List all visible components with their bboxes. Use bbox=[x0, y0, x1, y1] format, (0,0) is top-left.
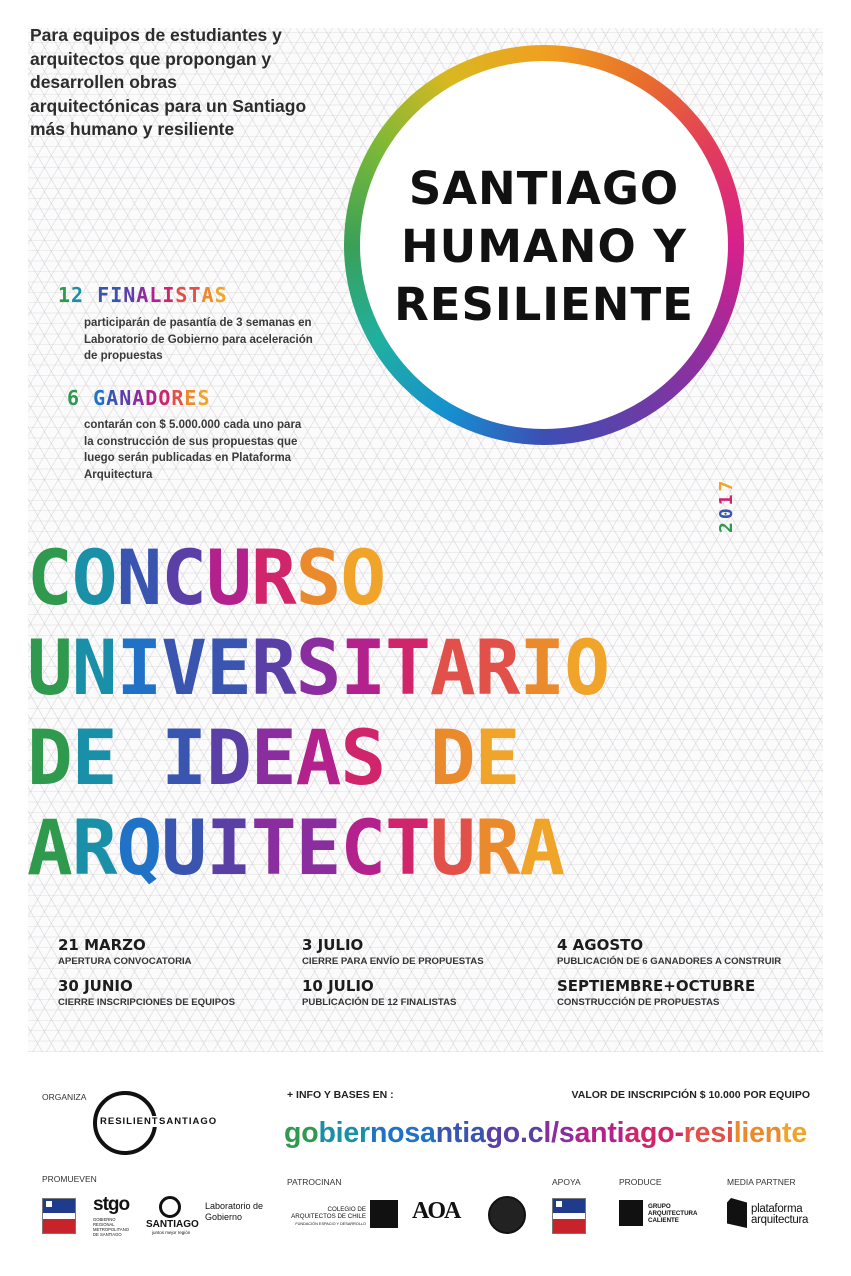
date-description: APERTURA CONVOCATORIA bbox=[58, 956, 192, 967]
finalistas-title: 12 FINALISTAS bbox=[58, 283, 228, 307]
date-description: PUBLICACIÓN DE 12 FINALISTAS bbox=[302, 997, 457, 1008]
laboratorio-gobierno-logo: Laboratorio de Gobierno bbox=[205, 1201, 264, 1222]
santiago-logo: SANTIAGO bbox=[146, 1219, 199, 1230]
date-item bbox=[58, 977, 318, 1009]
headline-line-1: CONCURSO bbox=[27, 533, 386, 622]
media-partner-label: MEDIA PARTNER bbox=[727, 1177, 796, 1187]
date-label: SEPTIEMBRE+OCTUBRE bbox=[557, 977, 756, 995]
date-item bbox=[557, 936, 817, 968]
ring-title: SANTIAGO HUMANO Y RESILIENTE bbox=[394, 162, 694, 331]
date-item bbox=[302, 977, 562, 1009]
price-label: VALOR DE INSCRIPCIÓN $ 10.000 POR EQUIPO bbox=[571, 1089, 810, 1101]
date-item bbox=[302, 936, 562, 968]
info-label: + INFO Y BASES EN : bbox=[287, 1089, 394, 1101]
headline-line-2: UNIVERSITARIO bbox=[27, 623, 609, 712]
santiago-word: SANTIAGO bbox=[159, 1116, 218, 1127]
headline-line-4: ARQUITECTURA bbox=[27, 803, 565, 892]
date-description: CIERRE PARA ENVÍO DE PROPUESTAS bbox=[302, 956, 484, 967]
ganadores-title: 6 GANADORES bbox=[67, 386, 211, 410]
date-description: CONSTRUCCIÓN DE PROPUESTAS bbox=[557, 997, 720, 1008]
stgo-logo: stgo bbox=[93, 1194, 130, 1215]
colegio-columns-icon bbox=[370, 1200, 398, 1228]
date-item bbox=[58, 936, 318, 968]
round-seal-icon bbox=[488, 1196, 526, 1234]
apoya-label: APOYA bbox=[552, 1177, 581, 1187]
grupo-arquitectura-logo: GRUPO ARQUITECTURA CALIENTE bbox=[648, 1203, 698, 1224]
website-link[interactable]: gobiernosantiago.cl/santiago-resiliente bbox=[284, 1117, 807, 1149]
santiago-logo-subtitle: juntos mejor región bbox=[152, 1230, 191, 1235]
produce-label: PRODUCE bbox=[619, 1177, 662, 1187]
promueven-label: PROMUEVEN bbox=[42, 1174, 97, 1184]
colegio-arquitectos-logo: COLEGIO DE ARQUITECTOS DE CHILE bbox=[291, 1206, 366, 1220]
stgo-logo-subtitle: GOBIERNO REGIONAL METROPOLITANO DE SANTIAGO bbox=[93, 1217, 129, 1237]
date-label: 30 JUNIO bbox=[58, 977, 133, 995]
date-label: 3 JULIO bbox=[302, 936, 364, 954]
year-label: 2017 bbox=[716, 477, 737, 533]
date-label: 4 AGOSTO bbox=[557, 936, 644, 954]
colegio-arquitectos-subtitle: FUNDACIÓN ESPACIO Y DESARROLLO bbox=[295, 1222, 366, 1226]
resilient-word: RESILIENT bbox=[100, 1116, 159, 1127]
date-description: PUBLICACIÓN DE 6 GANADORES A CONSTRUIR bbox=[557, 956, 782, 967]
consejo-cultura-logo bbox=[552, 1198, 586, 1234]
plataforma-arquitectura-logo: plataforma arquitectura bbox=[751, 1203, 809, 1226]
gobierno-chile-logo bbox=[42, 1198, 76, 1234]
intro-text: Para equipos de estudiantes y arquitectos que propongan y desarrollen obras arquitectónicas para un Santiago más humano y resiliente bbox=[30, 25, 307, 139]
finalistas-text: participarán de pasantía de 3 semanas en Laboratorio de Gobierno para aceleración de propuestas bbox=[84, 317, 313, 362]
grupo-arquitectura-icon bbox=[619, 1200, 643, 1226]
headline-line-3: DE IDEAS DE bbox=[27, 713, 520, 802]
date-item bbox=[557, 977, 817, 1009]
santiago-swirl-icon bbox=[159, 1196, 181, 1218]
date-description: CIERRE INSCRIPCIONES DE EQUIPOS bbox=[58, 997, 235, 1008]
plataforma-icon bbox=[727, 1198, 747, 1228]
date-label: 10 JULIO bbox=[302, 977, 374, 995]
aoa-logo: AOA bbox=[412, 1198, 460, 1224]
organiza-label: ORGANIZA bbox=[42, 1092, 87, 1102]
date-label: 21 MARZO bbox=[58, 936, 146, 954]
ganadores-text: contarán con $ 5.000.000 cada uno para la construcción de sus propuestas que luego serán publicadas en Plataforma Arquitectura bbox=[84, 419, 302, 481]
patrocinan-label: PATROCINAN bbox=[287, 1177, 342, 1187]
